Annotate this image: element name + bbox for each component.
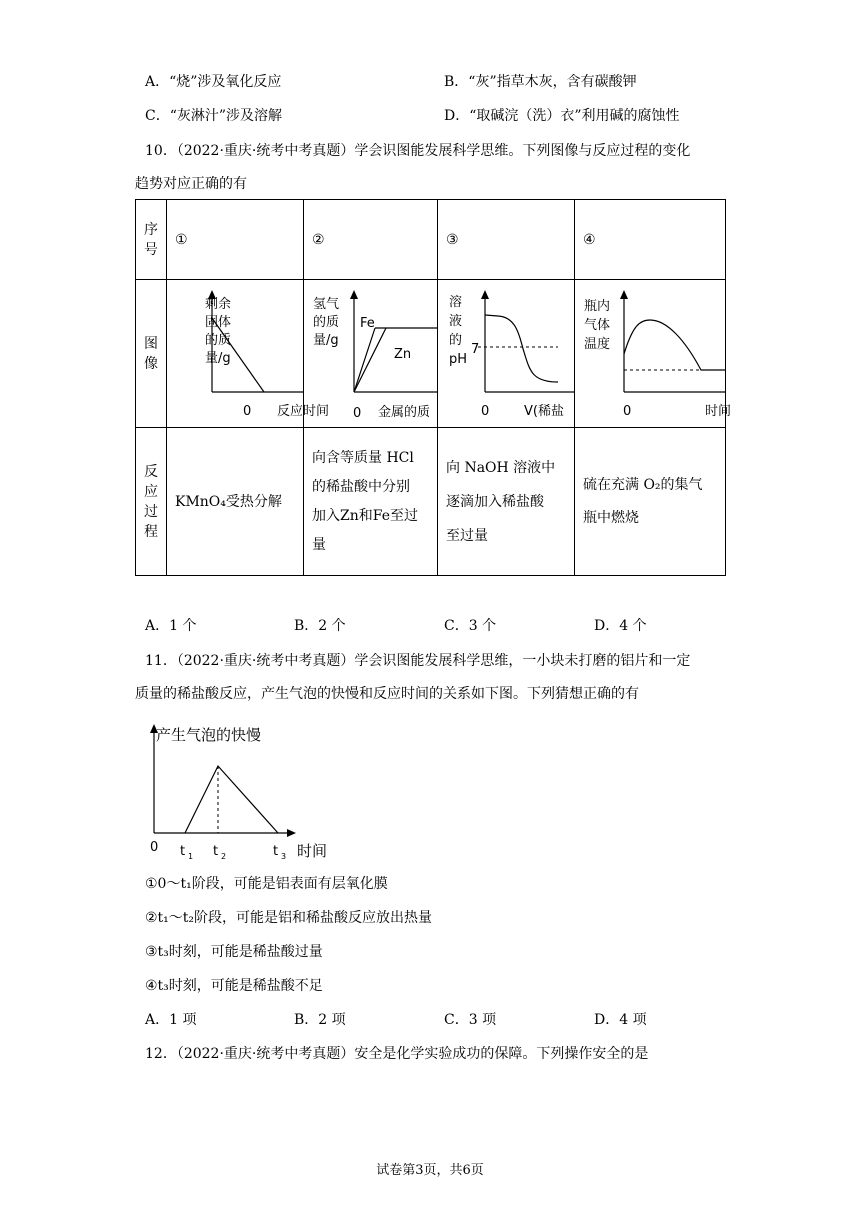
g2-ylabel-2: 的质 bbox=[313, 315, 340, 330]
g2-ylabel-3: 量/g bbox=[313, 333, 339, 348]
g2-fe-label: Fe bbox=[360, 316, 375, 331]
q11-option-b: B．2 项 bbox=[294, 1012, 346, 1028]
g3-xlabel: V(稀盐 bbox=[524, 404, 564, 419]
q10-option-c: C．3 个 bbox=[444, 618, 497, 634]
g4-ylabel-3: 温度 bbox=[584, 337, 611, 352]
g1-origin: 0 bbox=[243, 404, 252, 419]
q11-option-d: D．4 项 bbox=[594, 1012, 647, 1028]
q11-ylabel: 产生气泡的快慢 bbox=[156, 726, 262, 744]
g3-ylabel-3: 的 bbox=[449, 333, 463, 348]
process-4-line: 瓶中燃烧 bbox=[583, 509, 639, 526]
q9-option-a: A．“烧”涉及氧化反应 bbox=[145, 74, 282, 90]
g2-origin: 0 bbox=[353, 406, 362, 421]
process-label-char: 反 bbox=[144, 463, 158, 480]
q11-origin: 0 bbox=[150, 840, 159, 855]
g4-ylabel-1: 瓶内 bbox=[584, 299, 611, 314]
num-2 bbox=[304, 200, 438, 280]
process-4-line: 硫在充满 O₂的集气 bbox=[583, 476, 703, 493]
header-label-char: 号 bbox=[144, 241, 158, 258]
process-2-line: 的稀盐酸中分别 bbox=[312, 478, 410, 495]
q10-option-b: B．2 个 bbox=[294, 618, 346, 634]
q11-statement-3: ③t₃时刻，可能是稀盐酸过量 bbox=[145, 944, 323, 960]
num-4 bbox=[575, 200, 726, 280]
q11-t1-sub: 1 bbox=[188, 852, 194, 861]
image-label-char: 图 bbox=[144, 335, 158, 352]
q11-statement-2: ②t₁～t₂阶段，可能是铝和稀盐酸反应放出热量 bbox=[145, 910, 433, 926]
process-label-char: 应 bbox=[144, 483, 158, 500]
graph-4-cell bbox=[575, 280, 732, 428]
q11-option-c: C．3 项 bbox=[444, 1012, 497, 1028]
process-1 bbox=[167, 428, 304, 576]
g3-origin: 0 bbox=[481, 404, 490, 419]
process-3-line: 向 NaOH 溶液中 bbox=[446, 459, 556, 476]
process-3-line: 至过量 bbox=[446, 527, 488, 544]
page-footer: 试卷第3页，共6页 bbox=[376, 1163, 484, 1178]
q11-xlabel: 时间 bbox=[297, 842, 328, 860]
g2-ylabel-1: 氢气 bbox=[313, 297, 340, 312]
q11-t3-label: t bbox=[273, 844, 279, 859]
num-3 bbox=[438, 200, 575, 280]
num-4-text: ④ bbox=[583, 231, 596, 248]
graph-3 bbox=[438, 280, 574, 427]
g1-ylabel-4: 量/g bbox=[205, 351, 231, 366]
q11-stem-line2: 质量的稀盐酸反应，产生气泡的快慢和反应时间的关系如下图。下列猜想正确的有 bbox=[135, 686, 639, 702]
q10-stem-line1: 10．（2022·重庆·统考中考真题）学会识图能发展科学思维。下列图像与反应过程的变化 bbox=[145, 143, 691, 159]
header-label-cell bbox=[136, 200, 167, 280]
q9-option-b: B．“灰”指草木灰，含有碳酸钾 bbox=[444, 74, 637, 90]
g4-ylabel-2: 气体 bbox=[584, 318, 611, 333]
graph-3-cell bbox=[438, 280, 575, 428]
g2-xlabel: 金属的质 bbox=[378, 405, 431, 420]
q11-stem-line1: 11．（2022·重庆·统考中考真题）学会识图能发展科学思维，一小块未打磨的铝片和一定 bbox=[145, 653, 691, 669]
header-label-char: 序 bbox=[144, 221, 158, 238]
num-1 bbox=[167, 200, 304, 280]
process-2-line: 量 bbox=[312, 536, 326, 553]
q11-t1-label: t bbox=[180, 844, 186, 859]
q10-table bbox=[135, 199, 732, 576]
g1-ylabel-3: 的质 bbox=[205, 333, 232, 348]
g2-zn-label: Zn bbox=[394, 347, 412, 362]
g3-ylabel-1: 溶 bbox=[449, 295, 463, 310]
num-2-text: ② bbox=[312, 231, 325, 248]
process-1-text: KMnO₄受热分解 bbox=[175, 493, 282, 510]
q11-t2-label: t bbox=[213, 844, 219, 859]
q11-graph bbox=[140, 718, 360, 863]
num-3-text: ③ bbox=[446, 231, 459, 248]
g3-ylabel-4: pH bbox=[449, 352, 468, 367]
process-2-line: 加入Zn和Fe至过 bbox=[312, 507, 418, 524]
graph-2-cell bbox=[304, 280, 438, 428]
process-3 bbox=[438, 428, 575, 576]
q10-option-d: D．4 个 bbox=[594, 618, 647, 634]
g1-xlabel: 反应时间 bbox=[277, 404, 330, 419]
g3-ylabel-2: 液 bbox=[449, 314, 463, 329]
process-3-line: 逐滴加入稀盐酸 bbox=[446, 493, 544, 510]
q11-t2-sub: 2 bbox=[221, 852, 227, 861]
graph-4 bbox=[575, 280, 732, 427]
process-2 bbox=[304, 428, 438, 576]
q11-option-a: A．1 项 bbox=[145, 1012, 197, 1028]
graph-2 bbox=[304, 280, 438, 427]
q9-option-d: D．“取碱浣（洗）衣”利用碱的腐蚀性 bbox=[444, 108, 680, 124]
process-4 bbox=[575, 428, 726, 576]
q10-stem-line2: 趋势对应正确的有 bbox=[135, 176, 247, 192]
image-label-cell bbox=[136, 280, 167, 428]
q11-t3-sub: 3 bbox=[281, 852, 287, 861]
process-2-line: 向含等质量 HCl bbox=[312, 449, 414, 466]
q9-option-c: C．“灰淋汁”涉及溶解 bbox=[145, 108, 283, 124]
process-label-cell bbox=[136, 428, 167, 576]
num-1-text: ① bbox=[175, 231, 188, 248]
q12-stem: 12．（2022·重庆·统考中考真题）安全是化学实验成功的保障。下列操作安全的是 bbox=[145, 1046, 649, 1062]
g1-ylabel-2: 固体 bbox=[205, 315, 232, 330]
image-label-char: 像 bbox=[144, 355, 158, 372]
g1-ylabel-1: 剩余 bbox=[205, 297, 232, 312]
q11-statement-1: ①0～t₁阶段，可能是铝表面有层氧化膜 bbox=[145, 876, 388, 892]
g4-xlabel: 时间 bbox=[705, 404, 732, 419]
q11-statement-4: ④t₃时刻，可能是稀盐酸不足 bbox=[145, 978, 323, 994]
g4-origin: 0 bbox=[623, 404, 632, 419]
g3-ph7-label: 7 bbox=[471, 342, 480, 357]
process-label-char: 程 bbox=[144, 523, 158, 540]
process-label-char: 过 bbox=[144, 503, 158, 520]
q10-option-a: A．1 个 bbox=[145, 618, 197, 634]
